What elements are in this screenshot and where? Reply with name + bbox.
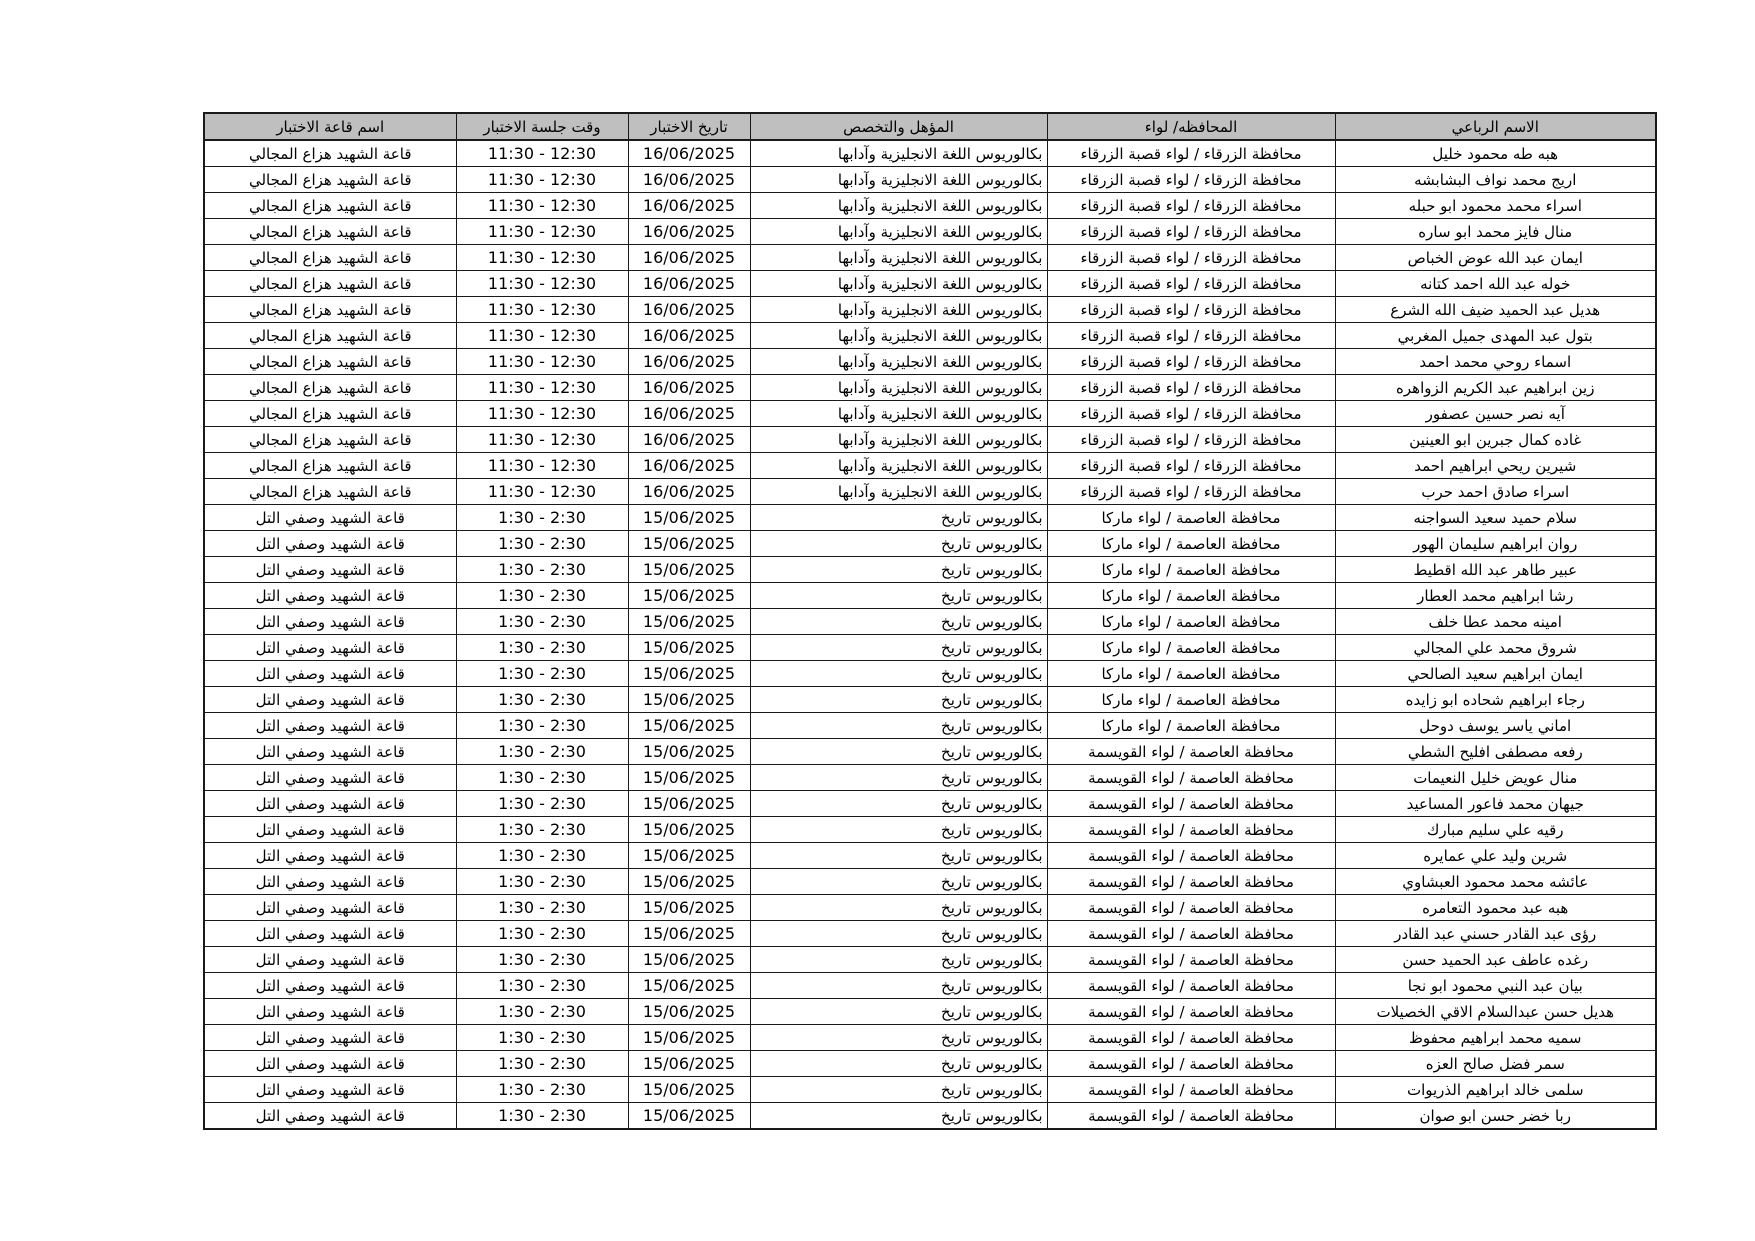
cell-time: 1:30 - 2:30 [456, 635, 628, 661]
cell-time: 11:30 - 12:30 [456, 297, 628, 323]
table-row [204, 271, 1656, 297]
table-row [204, 739, 1656, 765]
cell-date: 15/06/2025 [628, 765, 750, 791]
cell-date: 15/06/2025 [628, 661, 750, 687]
cell-hall: قاعة الشهيد هزاع المجالي [204, 401, 456, 427]
cell-governorate: محافظة الزرقاء / لواء قصبة الزرقاء [1047, 349, 1335, 375]
cell-date: 15/06/2025 [628, 531, 750, 557]
cell-name: اسراء محمد محمود ابو حبله [1335, 193, 1656, 219]
cell-qualification: بكالوريوس اللغة الانجليزية وآدابها [750, 271, 1047, 297]
header-governorate: المحافظه/ لواء [1047, 113, 1335, 140]
cell-time: 1:30 - 2:30 [456, 687, 628, 713]
cell-date: 16/06/2025 [628, 453, 750, 479]
cell-time: 11:30 - 12:30 [456, 219, 628, 245]
table-row [204, 999, 1656, 1025]
cell-date: 16/06/2025 [628, 193, 750, 219]
cell-date: 15/06/2025 [628, 1103, 750, 1130]
cell-time: 1:30 - 2:30 [456, 609, 628, 635]
cell-governorate: محافظة الزرقاء / لواء قصبة الزرقاء [1047, 453, 1335, 479]
cell-qualification: بكالوريوس تاريخ [750, 921, 1047, 947]
cell-qualification: بكالوريوس تاريخ [750, 1025, 1047, 1051]
cell-qualification: بكالوريوس اللغة الانجليزية وآدابها [750, 140, 1047, 167]
cell-hall: قاعة الشهيد هزاع المجالي [204, 375, 456, 401]
cell-name: سلام حميد سعيد السواجنه [1335, 505, 1656, 531]
cell-qualification: بكالوريوس اللغة الانجليزية وآدابها [750, 427, 1047, 453]
cell-governorate: محافظة العاصمة / لواء القويسمة [1047, 1103, 1335, 1130]
cell-date: 15/06/2025 [628, 843, 750, 869]
table-row [204, 687, 1656, 713]
cell-governorate: محافظة العاصمة / لواء ماركا [1047, 713, 1335, 739]
cell-hall: قاعة الشهيد هزاع المجالي [204, 349, 456, 375]
cell-name: سلمى خالد ابراهيم الذريوات [1335, 1077, 1656, 1103]
cell-name: خوله عبد الله احمد كتانه [1335, 271, 1656, 297]
table-row [204, 895, 1656, 921]
cell-hall: قاعة الشهيد وصفي التل [204, 817, 456, 843]
cell-hall: قاعة الشهيد وصفي التل [204, 1103, 456, 1130]
cell-hall: قاعة الشهيد وصفي التل [204, 791, 456, 817]
cell-qualification: بكالوريوس تاريخ [750, 661, 1047, 687]
cell-date: 15/06/2025 [628, 609, 750, 635]
cell-qualification: بكالوريوس تاريخ [750, 739, 1047, 765]
cell-qualification: بكالوريوس تاريخ [750, 895, 1047, 921]
table-row [204, 401, 1656, 427]
cell-time: 1:30 - 2:30 [456, 531, 628, 557]
cell-governorate: محافظة الزرقاء / لواء قصبة الزرقاء [1047, 297, 1335, 323]
cell-name: هبه عبد محمود التعامره [1335, 895, 1656, 921]
cell-name: شيرين ريحي ابراهيم احمد [1335, 453, 1656, 479]
header-name: الاسم الرباعي [1335, 113, 1656, 140]
cell-date: 15/06/2025 [628, 739, 750, 765]
cell-time: 1:30 - 2:30 [456, 1051, 628, 1077]
cell-hall: قاعة الشهيد وصفي التل [204, 895, 456, 921]
cell-time: 1:30 - 2:30 [456, 895, 628, 921]
cell-hall: قاعة الشهيد وصفي التل [204, 661, 456, 687]
table-row [204, 973, 1656, 999]
cell-date: 16/06/2025 [628, 245, 750, 271]
cell-governorate: محافظة الزرقاء / لواء قصبة الزرقاء [1047, 271, 1335, 297]
cell-hall: قاعة الشهيد وصفي التل [204, 1077, 456, 1103]
cell-name: بتول عبد المهدى جميل المغربي [1335, 323, 1656, 349]
table-row [204, 297, 1656, 323]
cell-date: 16/06/2025 [628, 375, 750, 401]
cell-qualification: بكالوريوس تاريخ [750, 583, 1047, 609]
cell-name: عائشه محمد محمود العبشاوي [1335, 869, 1656, 895]
cell-date: 16/06/2025 [628, 427, 750, 453]
table-row [204, 1051, 1656, 1077]
cell-name: هبه طه محمود خليل [1335, 140, 1656, 167]
cell-date: 15/06/2025 [628, 791, 750, 817]
table-body [204, 140, 1656, 1129]
cell-date: 16/06/2025 [628, 219, 750, 245]
cell-time: 1:30 - 2:30 [456, 557, 628, 583]
table-row [204, 921, 1656, 947]
cell-name: رفعه مصطفى افليح الشطي [1335, 739, 1656, 765]
table-row [204, 635, 1656, 661]
cell-time: 1:30 - 2:30 [456, 947, 628, 973]
table-row [204, 765, 1656, 791]
cell-date: 15/06/2025 [628, 1051, 750, 1077]
table-row [204, 427, 1656, 453]
cell-date: 15/06/2025 [628, 999, 750, 1025]
cell-governorate: محافظة الزرقاء / لواء قصبة الزرقاء [1047, 427, 1335, 453]
table-row [204, 349, 1656, 375]
cell-time: 11:30 - 12:30 [456, 193, 628, 219]
cell-date: 15/06/2025 [628, 1077, 750, 1103]
cell-time: 11:30 - 12:30 [456, 271, 628, 297]
cell-time: 1:30 - 2:30 [456, 1077, 628, 1103]
table-row [204, 245, 1656, 271]
cell-hall: قاعة الشهيد هزاع المجالي [204, 167, 456, 193]
cell-date: 15/06/2025 [628, 817, 750, 843]
cell-hall: قاعة الشهيد هزاع المجالي [204, 453, 456, 479]
cell-date: 15/06/2025 [628, 947, 750, 973]
cell-governorate: محافظة الزرقاء / لواء قصبة الزرقاء [1047, 245, 1335, 271]
cell-name: رؤى عبد القادر حسني عبد القادر [1335, 921, 1656, 947]
cell-qualification: بكالوريوس اللغة الانجليزية وآدابها [750, 479, 1047, 505]
cell-governorate: محافظة العاصمة / لواء القويسمة [1047, 765, 1335, 791]
cell-qualification: بكالوريوس تاريخ [750, 1077, 1047, 1103]
cell-hall: قاعة الشهيد وصفي التل [204, 531, 456, 557]
cell-qualification: بكالوريوس تاريخ [750, 999, 1047, 1025]
cell-name: عبير طاهر عبد الله اقطيط [1335, 557, 1656, 583]
table-row [204, 167, 1656, 193]
cell-governorate: محافظة الزرقاء / لواء قصبة الزرقاء [1047, 167, 1335, 193]
cell-qualification: بكالوريوس تاريخ [750, 791, 1047, 817]
cell-governorate: محافظة العاصمة / لواء ماركا [1047, 505, 1335, 531]
cell-time: 1:30 - 2:30 [456, 817, 628, 843]
cell-qualification: بكالوريوس اللغة الانجليزية وآدابها [750, 297, 1047, 323]
table-row [204, 140, 1656, 167]
cell-hall: قاعة الشهيد وصفي التل [204, 583, 456, 609]
cell-qualification: بكالوريوس تاريخ [750, 505, 1047, 531]
cell-qualification: بكالوريوس اللغة الانجليزية وآدابها [750, 219, 1047, 245]
cell-time: 1:30 - 2:30 [456, 1025, 628, 1051]
cell-name: آيه نصر حسين عصفور [1335, 401, 1656, 427]
cell-governorate: محافظة العاصمة / لواء ماركا [1047, 531, 1335, 557]
cell-date: 16/06/2025 [628, 297, 750, 323]
cell-qualification: بكالوريوس اللغة الانجليزية وآدابها [750, 349, 1047, 375]
cell-qualification: بكالوريوس تاريخ [750, 947, 1047, 973]
cell-hall: قاعة الشهيد وصفي التل [204, 635, 456, 661]
cell-name: شرين وليد علي عمايره [1335, 843, 1656, 869]
table-header [204, 113, 1656, 140]
cell-time: 1:30 - 2:30 [456, 843, 628, 869]
cell-hall: قاعة الشهيد هزاع المجالي [204, 479, 456, 505]
cell-governorate: محافظة العاصمة / لواء ماركا [1047, 557, 1335, 583]
cell-name: سميه محمد ابراهيم محفوظ [1335, 1025, 1656, 1051]
cell-name: هديل حسن عبدالسلام الاقي الخصيلات [1335, 999, 1656, 1025]
cell-governorate: محافظة العاصمة / لواء القويسمة [1047, 999, 1335, 1025]
cell-name: اريج محمد نواف البشابشه [1335, 167, 1656, 193]
cell-name: ربا خضر حسن ابو صوان [1335, 1103, 1656, 1130]
cell-governorate: محافظة الزرقاء / لواء قصبة الزرقاء [1047, 219, 1335, 245]
header-hall: اسم قاعة الاختبار [204, 113, 456, 140]
header-time: وقت جلسة الاختبار [456, 113, 628, 140]
table-row [204, 531, 1656, 557]
cell-name: شروق محمد علي المجالي [1335, 635, 1656, 661]
cell-qualification: بكالوريوس اللغة الانجليزية وآدابها [750, 323, 1047, 349]
cell-governorate: محافظة العاصمة / لواء ماركا [1047, 661, 1335, 687]
table-row [204, 557, 1656, 583]
table-row [204, 869, 1656, 895]
cell-hall: قاعة الشهيد وصفي التل [204, 869, 456, 895]
cell-time: 11:30 - 12:30 [456, 479, 628, 505]
cell-hall: قاعة الشهيد وصفي التل [204, 765, 456, 791]
cell-hall: قاعة الشهيد وصفي التل [204, 843, 456, 869]
cell-name: اماني ياسر يوسف دوحل [1335, 713, 1656, 739]
cell-time: 1:30 - 2:30 [456, 869, 628, 895]
cell-qualification: بكالوريوس تاريخ [750, 1051, 1047, 1077]
cell-time: 11:30 - 12:30 [456, 375, 628, 401]
cell-hall: قاعة الشهيد هزاع المجالي [204, 219, 456, 245]
cell-name: ايمان عبد الله عوض الخباص [1335, 245, 1656, 271]
cell-governorate: محافظة العاصمة / لواء القويسمة [1047, 1077, 1335, 1103]
cell-name: رقيه علي سليم مبارك [1335, 817, 1656, 843]
table-row [204, 661, 1656, 687]
cell-governorate: محافظة العاصمة / لواء ماركا [1047, 583, 1335, 609]
cell-qualification: بكالوريوس تاريخ [750, 973, 1047, 999]
cell-name: جيهان محمد فاعور المساعيد [1335, 791, 1656, 817]
cell-name: رشا ابراهيم محمد العطار [1335, 583, 1656, 609]
cell-date: 15/06/2025 [628, 583, 750, 609]
header-row [204, 113, 1656, 140]
cell-date: 15/06/2025 [628, 687, 750, 713]
cell-time: 11:30 - 12:30 [456, 453, 628, 479]
cell-hall: قاعة الشهيد هزاع المجالي [204, 245, 456, 271]
cell-hall: قاعة الشهيد وصفي التل [204, 999, 456, 1025]
table-row [204, 453, 1656, 479]
cell-governorate: محافظة العاصمة / لواء ماركا [1047, 609, 1335, 635]
table-row [204, 219, 1656, 245]
table-row [204, 1025, 1656, 1051]
table-row [204, 479, 1656, 505]
cell-qualification: بكالوريوس تاريخ [750, 557, 1047, 583]
cell-governorate: محافظة العاصمة / لواء القويسمة [1047, 921, 1335, 947]
cell-hall: قاعة الشهيد وصفي التل [204, 505, 456, 531]
cell-qualification: بكالوريوس اللغة الانجليزية وآدابها [750, 453, 1047, 479]
cell-governorate: محافظة العاصمة / لواء القويسمة [1047, 947, 1335, 973]
cell-time: 11:30 - 12:30 [456, 245, 628, 271]
cell-hall: قاعة الشهيد وصفي التل [204, 713, 456, 739]
cell-governorate: محافظة الزرقاء / لواء قصبة الزرقاء [1047, 479, 1335, 505]
cell-hall: قاعة الشهيد وصفي التل [204, 557, 456, 583]
table-row [204, 843, 1656, 869]
cell-qualification: بكالوريوس تاريخ [750, 713, 1047, 739]
cell-name: رغده عاطف عبد الحميد حسن [1335, 947, 1656, 973]
cell-time: 11:30 - 12:30 [456, 427, 628, 453]
cell-time: 11:30 - 12:30 [456, 323, 628, 349]
cell-time: 1:30 - 2:30 [456, 583, 628, 609]
header-date: تاريخ الاختبار [628, 113, 750, 140]
cell-qualification: بكالوريوس تاريخ [750, 609, 1047, 635]
cell-governorate: محافظة العاصمة / لواء القويسمة [1047, 1025, 1335, 1051]
cell-hall: قاعة الشهيد هزاع المجالي [204, 271, 456, 297]
cell-hall: قاعة الشهيد وصفي التل [204, 687, 456, 713]
cell-date: 15/06/2025 [628, 635, 750, 661]
cell-date: 16/06/2025 [628, 140, 750, 167]
cell-hall: قاعة الشهيد وصفي التل [204, 973, 456, 999]
cell-name: منال فايز محمد ابو ساره [1335, 219, 1656, 245]
cell-date: 15/06/2025 [628, 557, 750, 583]
cell-name: ايمان ابراهيم سعيد الصالحي [1335, 661, 1656, 687]
cell-date: 15/06/2025 [628, 713, 750, 739]
cell-time: 1:30 - 2:30 [456, 713, 628, 739]
cell-name: اسماء روحي محمد احمد [1335, 349, 1656, 375]
cell-time: 1:30 - 2:30 [456, 791, 628, 817]
cell-time: 1:30 - 2:30 [456, 765, 628, 791]
table-row [204, 947, 1656, 973]
cell-hall: قاعة الشهيد وصفي التل [204, 921, 456, 947]
cell-hall: قاعة الشهيد هزاع المجالي [204, 140, 456, 167]
table-row [204, 817, 1656, 843]
cell-name: رجاء ابراهيم شحاده ابو زايده [1335, 687, 1656, 713]
cell-time: 11:30 - 12:30 [456, 140, 628, 167]
cell-name: هديل عبد الحميد ضيف الله الشرع [1335, 297, 1656, 323]
cell-name: اسراء صادق احمد حرب [1335, 479, 1656, 505]
cell-date: 16/06/2025 [628, 271, 750, 297]
cell-date: 16/06/2025 [628, 349, 750, 375]
cell-date: 15/06/2025 [628, 973, 750, 999]
cell-date: 16/06/2025 [628, 401, 750, 427]
table-row [204, 1103, 1656, 1130]
cell-date: 16/06/2025 [628, 167, 750, 193]
cell-time: 11:30 - 12:30 [456, 401, 628, 427]
table-row [204, 375, 1656, 401]
cell-governorate: محافظة العاصمة / لواء القويسمة [1047, 843, 1335, 869]
cell-date: 15/06/2025 [628, 505, 750, 531]
table-row [204, 791, 1656, 817]
cell-hall: قاعة الشهيد هزاع المجالي [204, 193, 456, 219]
cell-governorate: محافظة العاصمة / لواء القويسمة [1047, 739, 1335, 765]
cell-time: 1:30 - 2:30 [456, 505, 628, 531]
cell-qualification: بكالوريوس اللغة الانجليزية وآدابها [750, 375, 1047, 401]
cell-name: منال عويض خليل النعيمات [1335, 765, 1656, 791]
cell-name: روان ابراهيم سليمان الهور [1335, 531, 1656, 557]
cell-time: 1:30 - 2:30 [456, 921, 628, 947]
cell-qualification: بكالوريوس تاريخ [750, 635, 1047, 661]
cell-time: 1:30 - 2:30 [456, 999, 628, 1025]
cell-governorate: محافظة الزرقاء / لواء قصبة الزرقاء [1047, 140, 1335, 167]
cell-time: 11:30 - 12:30 [456, 349, 628, 375]
cell-qualification: بكالوريوس تاريخ [750, 531, 1047, 557]
cell-governorate: محافظة العاصمة / لواء القويسمة [1047, 869, 1335, 895]
cell-qualification: بكالوريوس تاريخ [750, 1103, 1047, 1130]
cell-date: 16/06/2025 [628, 479, 750, 505]
table-row [204, 505, 1656, 531]
cell-date: 15/06/2025 [628, 921, 750, 947]
cell-time: 1:30 - 2:30 [456, 1103, 628, 1130]
header-qualification: المؤهل والتخصص [750, 113, 1047, 140]
cell-qualification: بكالوريوس تاريخ [750, 817, 1047, 843]
cell-qualification: بكالوريوس تاريخ [750, 843, 1047, 869]
cell-hall: قاعة الشهيد وصفي التل [204, 739, 456, 765]
cell-qualification: بكالوريوس اللغة الانجليزية وآدابها [750, 401, 1047, 427]
cell-qualification: بكالوريوس اللغة الانجليزية وآدابها [750, 167, 1047, 193]
cell-hall: قاعة الشهيد هزاع المجالي [204, 427, 456, 453]
cell-time: 1:30 - 2:30 [456, 739, 628, 765]
cell-governorate: محافظة العاصمة / لواء القويسمة [1047, 1051, 1335, 1077]
cell-qualification: بكالوريوس تاريخ [750, 687, 1047, 713]
cell-date: 16/06/2025 [628, 323, 750, 349]
cell-time: 1:30 - 2:30 [456, 661, 628, 687]
cell-qualification: بكالوريوس اللغة الانجليزية وآدابها [750, 245, 1047, 271]
table-row [204, 1077, 1656, 1103]
exam-schedule-table [203, 112, 1657, 1130]
cell-name: زين ابراهيم عبد الكريم الزواهره [1335, 375, 1656, 401]
cell-time: 1:30 - 2:30 [456, 973, 628, 999]
cell-hall: قاعة الشهيد هزاع المجالي [204, 323, 456, 349]
cell-date: 15/06/2025 [628, 895, 750, 921]
cell-governorate: محافظة العاصمة / لواء ماركا [1047, 635, 1335, 661]
cell-governorate: محافظة العاصمة / لواء ماركا [1047, 687, 1335, 713]
cell-governorate: محافظة الزرقاء / لواء قصبة الزرقاء [1047, 323, 1335, 349]
cell-governorate: محافظة العاصمة / لواء القويسمة [1047, 817, 1335, 843]
cell-governorate: محافظة العاصمة / لواء القويسمة [1047, 791, 1335, 817]
table-row [204, 193, 1656, 219]
cell-name: سمر فضل صالح العزه [1335, 1051, 1656, 1077]
cell-hall: قاعة الشهيد وصفي التل [204, 1025, 456, 1051]
cell-time: 11:30 - 12:30 [456, 167, 628, 193]
table-row [204, 323, 1656, 349]
cell-governorate: محافظة الزرقاء / لواء قصبة الزرقاء [1047, 375, 1335, 401]
table-row [204, 583, 1656, 609]
cell-date: 15/06/2025 [628, 869, 750, 895]
cell-hall: قاعة الشهيد وصفي التل [204, 1051, 456, 1077]
cell-name: غاده كمال جبرين ابو العينين [1335, 427, 1656, 453]
cell-date: 15/06/2025 [628, 1025, 750, 1051]
cell-qualification: بكالوريوس تاريخ [750, 869, 1047, 895]
cell-name: امينه محمد عطا خلف [1335, 609, 1656, 635]
cell-hall: قاعة الشهيد وصفي التل [204, 609, 456, 635]
cell-qualification: بكالوريوس تاريخ [750, 765, 1047, 791]
cell-hall: قاعة الشهيد هزاع المجالي [204, 297, 456, 323]
cell-hall: قاعة الشهيد وصفي التل [204, 947, 456, 973]
table-row [204, 713, 1656, 739]
cell-name: بيان عبد النبي محمود ابو نجا [1335, 973, 1656, 999]
table-row [204, 609, 1656, 635]
cell-qualification: بكالوريوس اللغة الانجليزية وآدابها [750, 193, 1047, 219]
cell-governorate: محافظة العاصمة / لواء القويسمة [1047, 895, 1335, 921]
cell-governorate: محافظة الزرقاء / لواء قصبة الزرقاء [1047, 193, 1335, 219]
cell-governorate: محافظة العاصمة / لواء القويسمة [1047, 973, 1335, 999]
cell-governorate: محافظة الزرقاء / لواء قصبة الزرقاء [1047, 401, 1335, 427]
